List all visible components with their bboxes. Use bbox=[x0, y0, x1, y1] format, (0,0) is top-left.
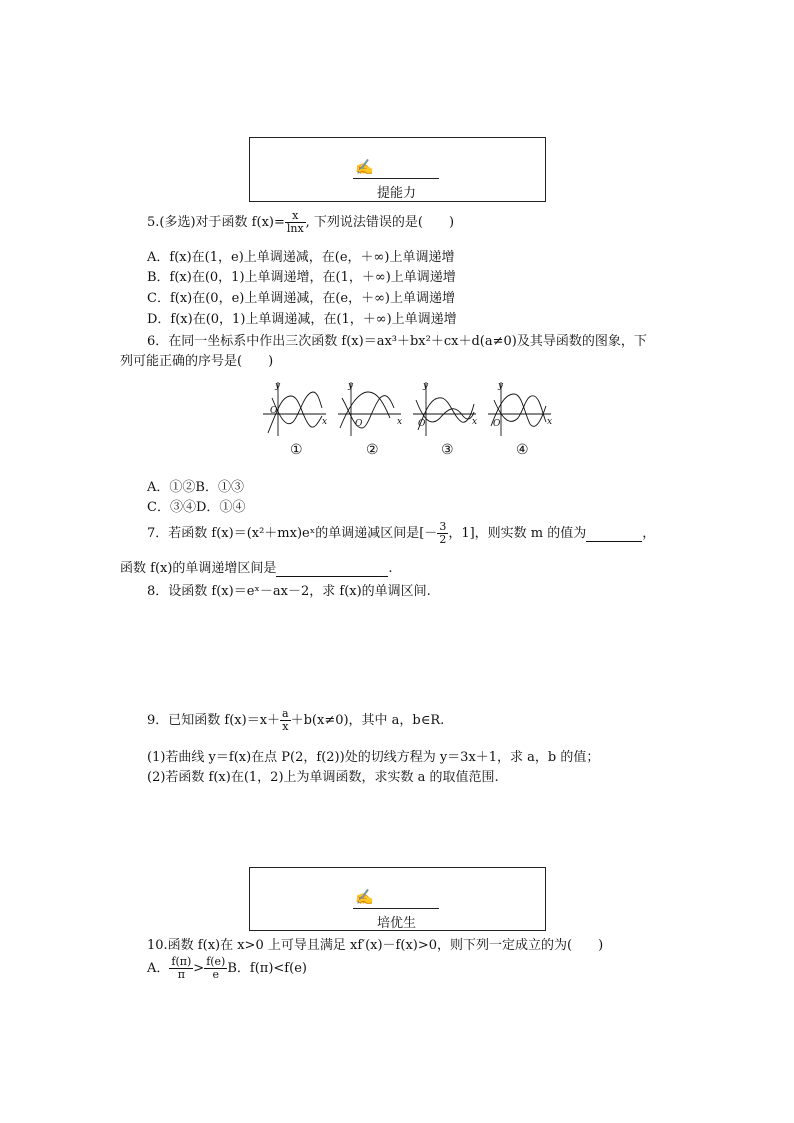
section-title: 培优生 bbox=[377, 916, 417, 931]
graph-label-1: ① bbox=[290, 442, 303, 458]
q10-optB: B．f(π)<f(e) bbox=[227, 961, 307, 976]
q6-option-ab: A．①②B．①③ bbox=[147, 480, 244, 495]
q7-stem bbox=[147, 521, 655, 546]
frac-den: π bbox=[177, 968, 185, 981]
origin-label: O bbox=[493, 419, 501, 429]
origin-label: O bbox=[270, 406, 278, 416]
q10-options bbox=[147, 956, 307, 981]
section-title: 提能力 bbox=[377, 186, 417, 201]
frac-den: x bbox=[282, 720, 289, 733]
q9-stem-text: 9．已知函数 f(x)＝x＋ bbox=[147, 713, 281, 728]
q7-answer-blank-2[interactable] bbox=[276, 561, 388, 577]
q7-stem-tail: ， bbox=[642, 526, 656, 541]
q6-option-cd: C．③④D．①④ bbox=[147, 500, 246, 515]
frac-den: 2 bbox=[439, 533, 447, 546]
q7-line2 bbox=[120, 557, 393, 577]
frac-num: f(π) bbox=[171, 955, 192, 968]
q5-fraction bbox=[285, 210, 306, 235]
axis-y-label: y bbox=[498, 381, 504, 391]
frac-num: 3 bbox=[439, 520, 447, 533]
q7-line2-end: . bbox=[388, 561, 393, 576]
graph-label-3: ③ bbox=[441, 442, 454, 458]
q6-line1: 6．在同一坐标系中作出三次函数 f(x)＝ax³＋bx²＋cx＋d(a≠0)及其导函数的图象，下 bbox=[147, 334, 647, 349]
q10-frac2 bbox=[204, 956, 227, 981]
q10-stem: 10.函数 f(x)在 x>0 上可导且满足 xf′(x)－f(x)>0，则下列一定成立的为( ) bbox=[147, 938, 604, 953]
axis-y-label: y bbox=[275, 381, 281, 391]
q5-stem-text: 5.(多选)对于函数 f(x)= bbox=[147, 215, 285, 230]
q6-graphs bbox=[258, 378, 558, 438]
q8-stem: 8．设函数 f(x)＝eˣ－ax－2，求 f(x)的单调区间. bbox=[147, 584, 431, 599]
graph-label-4: ④ bbox=[516, 442, 529, 458]
q6-line2: 列可能正确的序号是( ) bbox=[120, 354, 274, 369]
q7-stem-mid: ，1]，则实数 m 的值为 bbox=[448, 526, 587, 541]
q5-stem-tail: , 下列说法错误的是( ) bbox=[305, 215, 455, 230]
frac-den: e bbox=[212, 968, 220, 981]
q9-fraction bbox=[280, 708, 291, 733]
section-header-tinengli bbox=[249, 137, 546, 202]
axis-x-label: x bbox=[397, 417, 403, 427]
q5-option-b: B．f(x)在(0，1)上单调递增，在(1，＋∞)上单调递增 bbox=[147, 270, 456, 285]
q9-stem bbox=[147, 708, 444, 733]
pen-icon: ✍ bbox=[355, 158, 374, 176]
header-underline bbox=[353, 908, 439, 909]
axis-y-label: y bbox=[423, 381, 429, 391]
q7-fraction bbox=[437, 521, 448, 546]
section-header-peiyousheng bbox=[249, 867, 546, 931]
axis-y-label: y bbox=[348, 381, 354, 391]
q5-option-a: A．f(x)在(1，e)上单调递减，在(e，＋∞)上单调递增 bbox=[147, 250, 455, 265]
axis-x-label: x bbox=[547, 417, 553, 427]
q5-stem bbox=[147, 210, 454, 235]
frac-num: f(e) bbox=[206, 955, 226, 968]
origin-label: O bbox=[355, 419, 363, 429]
frac-den: lnx bbox=[286, 222, 304, 235]
axis-x-label: x bbox=[472, 417, 478, 427]
q10-frac1 bbox=[169, 956, 193, 981]
header-underline bbox=[353, 178, 439, 179]
q5-option-c: C．f(x)在(0，e)上单调递减，在(e，＋∞)上单调递增 bbox=[147, 291, 456, 306]
q9-part2: (2)若函数 f(x)在(1，2)上为单调函数，求实数 a 的取值范围. bbox=[147, 770, 499, 785]
graph-label-2: ② bbox=[366, 442, 379, 458]
frac-num: x bbox=[285, 210, 306, 223]
q9-stem-tail: ＋b(x≠0)，其中 a，b∈R. bbox=[290, 713, 445, 728]
axis-x-label: x bbox=[322, 417, 328, 427]
q7-answer-blank-1[interactable] bbox=[586, 526, 642, 542]
frac-num: a bbox=[282, 707, 289, 720]
q7-line2-text: 函数 f(x)的单调递增区间是 bbox=[120, 561, 277, 576]
origin-label: O bbox=[418, 419, 426, 429]
q9-part1: (1)若曲线 y＝f(x)在点 P(2，f(2))处的切线方程为 y＝3x＋1，求 a，b 的值； bbox=[147, 750, 600, 765]
pen-icon: ✍ bbox=[355, 888, 374, 906]
q10-optA-prefix: A． bbox=[147, 961, 170, 976]
q10-op: > bbox=[193, 961, 205, 976]
q5-option-d: D．f(x)在(0，1)上单调递减，在(1，＋∞)上单调递增 bbox=[147, 312, 457, 327]
q7-stem-text: 7．若函数 f(x)＝(x²＋mx)eˣ的单调递减区间是[－ bbox=[147, 526, 438, 541]
